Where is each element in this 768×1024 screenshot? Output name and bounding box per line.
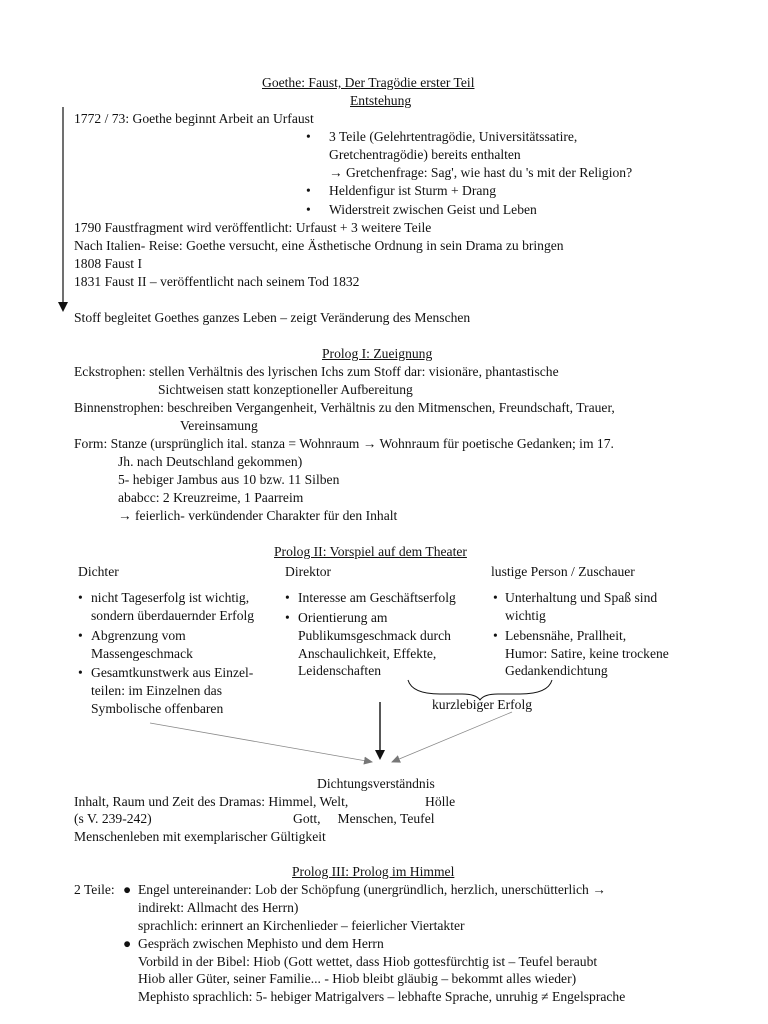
dv-line-c: Menschenleben mit exemplarischer Gültigkeit	[74, 829, 326, 844]
dichter-line: teilen: im Einzelnen das	[91, 683, 222, 698]
dichter-line: nicht Tageserfolg ist wichtig,	[91, 590, 250, 605]
prolog1-eck-b: Sichtweisen statt konzeptioneller Aufbereitung	[158, 382, 413, 397]
dichter-line: sondern überdauernder Erfolg	[91, 608, 255, 623]
heading-prolog-2: Prolog II: Vorspiel auf dem Theater	[274, 544, 467, 559]
direktor-line: Interesse am Geschäftserfolg	[298, 590, 456, 605]
zuschauer-line: Unterhaltung und Spaß sind	[505, 590, 658, 605]
zuschauer-line: Humor: Satire, keine trockene	[505, 646, 669, 661]
entstehung-bullet-1a: 3 Teile (Gelehrtentragödie, Universitätssatire,	[329, 129, 578, 144]
prolog3-b2-d: Mephisto sprachlich: 5- hebiger Matrigalvers – lebhafte Sprache, unruhig ≠ Engelsprache	[138, 989, 626, 1004]
direktor-line: Publikumsgeschmack durch	[298, 628, 451, 643]
dichtungsverstaendnis-heading: Dichtungsverständnis	[317, 776, 435, 791]
prolog1-form-b: Jh. nach Deutschland gekommen)	[118, 454, 303, 469]
kurzlebig-label: kurzlebiger Erfolg	[432, 697, 533, 712]
zuschauer-line: Lebensnähe, Prallheit,	[505, 628, 627, 643]
dv-line-b: (s V. 239-242)	[74, 811, 152, 826]
direktor-line: Orientierung am	[298, 610, 388, 625]
column-header-direktor: Direktor	[285, 564, 332, 579]
prolog3-b2-b: Vorbild in der Bibel: Hiob (Gott wettet, dass Hiob gottesfürchtig ist – Teufel beraubt	[138, 954, 598, 969]
heading-prolog-1: Prolog I: Zueignung	[322, 346, 433, 361]
entstehung-summary: Stoff begleitet Goethes ganzes Leben – zeigt Veränderung des Menschen	[74, 310, 471, 325]
prolog3-b1-a: Engel untereinander: Lob der Schöpfung (unergründlich, herzlich, unerschütterlich →	[138, 882, 606, 897]
bullet-icon: •	[306, 202, 311, 217]
bullet-icon: •	[306, 129, 311, 144]
dv-line-a: Inhalt, Raum und Zeit des Dramas: Himmel, Welt,	[74, 794, 349, 809]
prolog3-teile: 2 Teile:	[74, 882, 115, 897]
zuschauer-line: wichtig	[505, 608, 546, 623]
bullet-icon: •	[493, 590, 498, 605]
dichter-line: Massengeschmack	[91, 646, 193, 661]
entstehung-bullet-1c: → Gretchenfrage: Sag', wie hast du 's mit der Religion?	[329, 165, 633, 180]
direktor-line: Anschaulichkeit, Effekte,	[298, 646, 437, 661]
arrow-dichter	[150, 723, 372, 762]
entstehung-bullet-1b: Gretchentragödie) bereits enthalten	[329, 147, 521, 162]
bullet-icon: •	[78, 590, 83, 605]
entstehung-line-1: 1772 / 73: Goethe beginnt Arbeit an Urfaust	[74, 111, 314, 126]
dv-line-b2: Gott, Menschen, Teufel	[293, 811, 435, 826]
prolog1-form-a: Form: Stanze (ursprünglich ital. stanza = Wohnraum → Wohnraum für poetische Gedanken; im 17.	[74, 436, 614, 451]
dv-line-a2: Hölle	[425, 794, 456, 809]
bullet-icon: ●	[123, 882, 132, 897]
column-header-zuschauer: lustige Person / Zuschauer	[491, 564, 635, 579]
zuschauer-line: Gedankendichtung	[505, 663, 608, 678]
prolog1-form-e: → feierlich- verkündender Charakter für den Inhalt	[118, 508, 398, 523]
bullet-icon: •	[78, 665, 83, 680]
prolog1-binn-b: Vereinsamung	[180, 418, 258, 433]
entstehung-bullet-2: Heldenfigur ist Sturm + Drang	[329, 183, 496, 198]
bullet-icon: •	[285, 590, 290, 605]
entstehung-line-5: 1831 Faust II – veröffentlicht nach seinem Tod 1832	[74, 274, 360, 289]
prolog1-form-d: ababcc: 2 Kreuzreime, 1 Paarreim	[118, 490, 304, 505]
heading-prolog-3: Prolog III: Prolog im Himmel	[292, 864, 455, 879]
bullet-icon: •	[285, 610, 290, 625]
prolog3-b2-c: Hiob aller Güter, seiner Familie... - Hiob bleibt gläubig – bekommt alles wieder)	[138, 971, 577, 986]
page-title: Goethe: Faust, Der Tragödie erster Teil	[262, 75, 475, 90]
entstehung-bullet-3: Widerstreit zwischen Geist und Leben	[329, 202, 537, 217]
direktor-line: Leidenschaften	[298, 663, 382, 678]
prolog3-b1-b: indirekt: Allmacht des Herrn)	[138, 900, 299, 915]
bullet-icon: •	[78, 628, 83, 643]
column-header-dichter: Dichter	[78, 564, 119, 579]
bullet-icon: •	[306, 183, 311, 198]
heading-entstehung: Entstehung	[350, 93, 412, 108]
bullet-icon: •	[493, 628, 498, 643]
prolog3-b1-c: sprachlich: erinnert an Kirchenlieder – feierlicher Viertakter	[138, 918, 465, 933]
entstehung-line-3: Nach Italien- Reise: Goethe versucht, eine Ästhetische Ordnung in sein Drama zu bringen	[74, 238, 564, 253]
dichter-line: Abgrenzung vom	[91, 628, 186, 643]
prolog1-binn-a: Binnenstrophen: beschreiben Vergangenheit, Verhältnis zu den Mitmenschen, Freundschaft, Trauer,	[74, 400, 615, 415]
bullet-icon: ●	[123, 936, 132, 951]
dichter-line: Symbolische offenbaren	[91, 701, 224, 716]
prolog1-eck-a: Eckstrophen: stellen Verhältnis des lyrischen Ichs zum Stoff dar: visionäre, phantastische	[74, 364, 559, 379]
prolog1-form-c: 5- hebiger Jambus aus 10 bzw. 11 Silben	[118, 472, 340, 487]
dichter-line: Gesamtkunstwerk aus Einzel-	[91, 665, 254, 680]
entstehung-line-2: 1790 Faustfragment wird veröffentlicht: Urfaust + 3 weitere Teile	[74, 220, 432, 235]
entstehung-line-4: 1808 Faust I	[74, 256, 142, 271]
arrow-zuschauer	[392, 712, 512, 762]
prolog3-b2-a: Gespräch zwischen Mephisto und dem Herrn	[138, 936, 384, 951]
